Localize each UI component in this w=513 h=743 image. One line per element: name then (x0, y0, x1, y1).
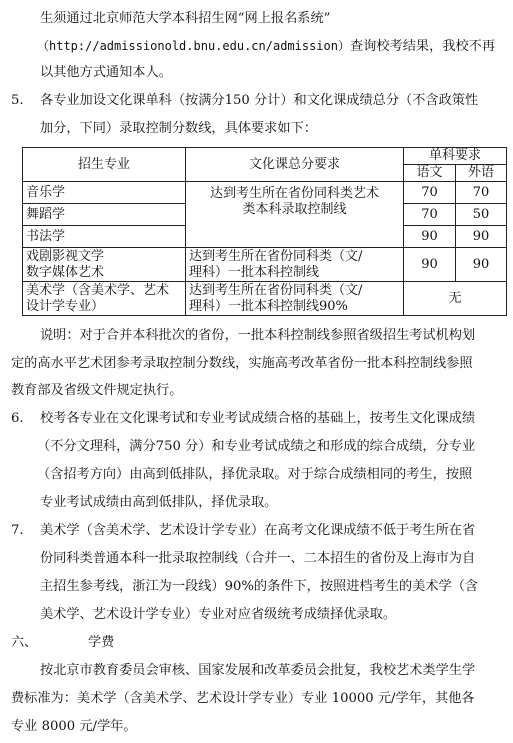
total-requirement-cell (186, 248, 404, 282)
item-7-number: 7. (11, 523, 24, 538)
admission-url[interactable]: （http://admissionold.bnu.edu.cn/admission） (37, 39, 350, 53)
major-cell (23, 282, 186, 316)
header-chinese: 语文 (404, 165, 456, 182)
table-row (23, 182, 507, 204)
note-line-2: 定的高水平艺术团参考录取控制分数线，实施高考改革省份一批本科控制线参照 (11, 356, 473, 371)
chinese-cell: 90 (404, 248, 456, 282)
total-requirement-line-1: 达到考生所在省份同科类（文/ (189, 282, 363, 298)
item-7-line-3: 主招生参考线，浙江为一段线）90%的条件下，按照进档考生的美术学（含 (40, 579, 479, 594)
total-requirement-line-2: 类本科录取控制线 (242, 202, 347, 217)
total-requirement-line-1: 达到考生所在省份同科类（文/ (189, 248, 363, 264)
tuition-line-2: 费标准为：美术学（含美术学、艺术设计学专业）专业 10000 元/学年，其他各 (11, 691, 475, 706)
intro-line-3: 以其他方式通知本人。 (40, 65, 172, 80)
major-cell: 舞蹈学 (23, 204, 186, 226)
tuition-line-3: 专业 8000 元/学年。 (11, 719, 137, 734)
table-row (23, 282, 507, 316)
total-requirement-line-1: 达到考生所在省份同科类艺术 (209, 186, 379, 201)
chinese-cell: 90 (404, 226, 456, 248)
item-6-line-4: 专业考试成绩由高到低排队，择优录取。 (40, 495, 278, 510)
foreign-cell: 90 (456, 226, 507, 248)
total-requirement-line-2: 理科）一批本科控制线 (189, 264, 320, 280)
major-line-2: 设计学专业） (26, 298, 105, 314)
intro-line-1: 生须通过北京师范大学本科招生网“网上报名系统” (40, 11, 331, 26)
major-cell: 音乐学 (23, 182, 186, 204)
major-line-1: 美术学（含美术学、艺术 (26, 282, 170, 298)
item-6-line-1: 校考各专业在文化课考试和专业考试成绩合格的基础上，按考生文化课成绩 (40, 411, 476, 426)
item-6-line-2: （不分文理科，满分750 分）和专业考试成绩之和形成的综合成绩，分专业 (37, 439, 476, 454)
chinese-cell: 70 (404, 182, 456, 204)
item-5-line-1: 各专业加设文化课单科（按满分150 分计）和文化课成绩总分（不含政策性 (40, 93, 479, 108)
major-cell (23, 248, 186, 282)
foreign-cell: 90 (456, 248, 507, 282)
header-total-requirement: 文化课总分要求 (186, 148, 404, 182)
total-requirement-cell (186, 282, 404, 316)
section-6-title: 学费 (88, 635, 115, 650)
tuition-line-1: 按北京市教育委员会审核、国家发展和改革委员会批复，我校艺术类学生学 (40, 663, 476, 678)
foreign-cell: 70 (456, 182, 507, 204)
item-5-line-2: 加分，下同）录取控制分数线，具体要求如下： (40, 121, 317, 136)
major-line-1: 戏剧影视文学 (26, 248, 105, 264)
section-6-number: 六、 (11, 635, 38, 650)
item-7-line-4: 美术学、艺术设计学专业）专业对应省级统考成绩择优录取。 (40, 607, 397, 622)
header-foreign: 外语 (456, 165, 507, 182)
header-major: 招生专业 (23, 148, 186, 182)
table-row (23, 248, 507, 282)
item-6-number: 6. (11, 411, 24, 426)
item-7-line-1: 美术学（含美术学、艺术设计学专业）在高考文化课成绩不低于考生所在省 (40, 523, 476, 538)
total-requirement-cell (186, 182, 404, 248)
intro-line-2 (37, 37, 495, 56)
foreign-cell: 50 (456, 204, 507, 226)
note-line-3: 教育部及省级文件规定执行。 (11, 383, 183, 398)
major-cell: 书法学 (23, 226, 186, 248)
major-line-2: 数字媒体艺术 (26, 264, 105, 280)
total-requirement-line-2: 理科）一批本科控制线90% (189, 298, 348, 314)
item-7-line-2: 份同科类普通本科一批录取控制线（合并一、二本招生的省份及上海市为自 (40, 551, 476, 566)
requirements-table (22, 147, 507, 316)
item-6-line-3: （含招考方向）由高到低排队，择优录取。对于综合成绩相同的考生，按照 (37, 467, 473, 482)
no-requirement-cell: 无 (404, 282, 507, 316)
header-single-requirement: 单科要求 (404, 148, 507, 165)
note-line-1: 说明：对于合并本科批次的省份，一批本科控制线参照省级招生考试机构划 (40, 328, 476, 343)
chinese-cell: 70 (404, 204, 456, 226)
item-5-number: 5. (11, 93, 24, 108)
intro-line-2-rest: 查询校考结果，我校不再 (350, 39, 496, 54)
